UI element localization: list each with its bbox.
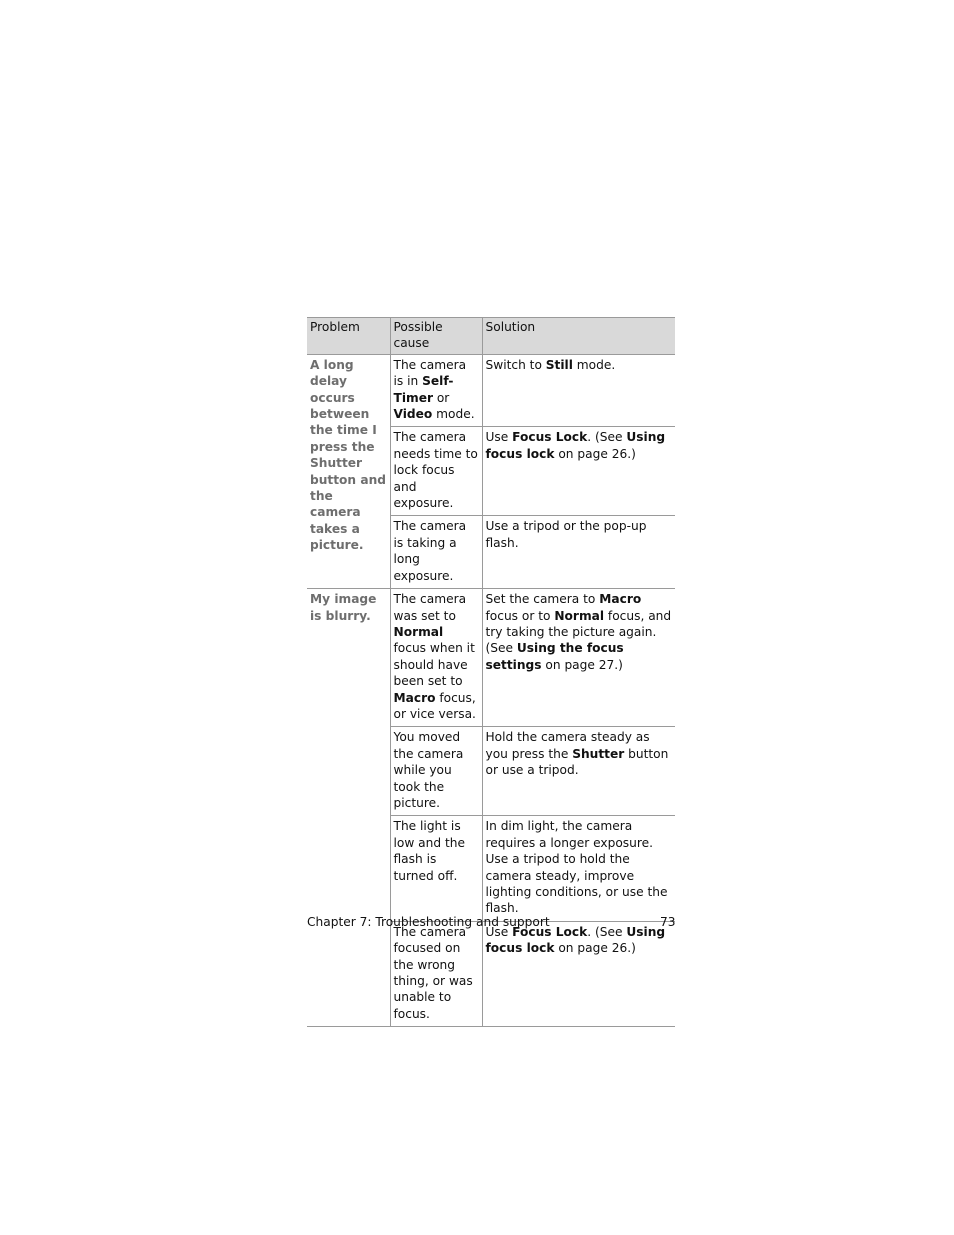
cause-cell: [390, 427, 482, 516]
header-solution: Solution: [482, 318, 675, 355]
cause-text: The camera is in: [393, 357, 467, 389]
solution-text: Using focus lock: [485, 924, 666, 956]
cause-text: The camera needs time to lock focus and exposure.: [393, 430, 478, 511]
cause-text: Video: [393, 407, 433, 422]
solution-text: on page 26.): [554, 446, 636, 461]
solution-cell: [482, 816, 675, 921]
solution-text: Focus Lock: [512, 924, 588, 939]
cause-text: Self-Timer: [393, 374, 454, 405]
solution-cell: [482, 516, 675, 589]
footer-chapter: Chapter 7: Troubleshooting and support: [307, 915, 550, 929]
cause-text: Macro: [393, 690, 436, 705]
cause-cell: [390, 816, 482, 921]
solution-text: Set the camera to: [485, 592, 600, 607]
header-possible-cause: Possible cause: [390, 318, 482, 355]
cause-cell: [390, 516, 482, 589]
cause-cell: [390, 727, 482, 816]
page-number: 73: [660, 915, 676, 929]
cause-cell: [390, 921, 482, 1026]
cause-text: You moved the camera while you took the picture.: [393, 730, 464, 810]
solution-text: In dim light, the camera requires a longer exposure. Use a tripod to hold the camera steady, improve lighting conditions, or use the flash.: [485, 819, 668, 916]
cause-text: The camera focused on the wrong thing, or was unable to focus.: [393, 924, 473, 1021]
cause-text: focus when it should have been set to: [393, 641, 475, 689]
solution-cell: [482, 921, 675, 1026]
solution-text: Use: [485, 924, 513, 939]
solution-text: Macro: [599, 592, 642, 607]
solution-text: focus, and try taking the picture again. (See: [485, 608, 672, 656]
solution-text: Shutter: [572, 746, 625, 761]
solution-text: Using focus lock: [485, 430, 666, 461]
solution-cell: [482, 427, 675, 516]
solution-text: mode.: [572, 357, 616, 372]
table-row: [307, 589, 675, 727]
solution-text: Use a tripod or the pop-up flash.: [485, 519, 647, 550]
problem-cell: My image is blurry.: [307, 589, 390, 1027]
solution-text: Use: [485, 430, 513, 445]
header-problem: Problem: [307, 318, 390, 355]
cause-cell: [390, 589, 482, 727]
table-header-row: [307, 318, 675, 355]
solution-text: Still: [545, 357, 573, 372]
cause-text: The light is low and the flash is turned off.: [393, 819, 465, 883]
solution-text: . (See: [587, 430, 627, 445]
solution-text: Normal: [554, 608, 605, 623]
solution-text: Switch to: [485, 357, 546, 372]
cause-cell: [390, 354, 482, 427]
solution-text: Using the focus settings: [485, 641, 624, 672]
solution-text: on page 26.): [554, 941, 636, 956]
cause-text: The camera is taking a long exposure.: [393, 519, 467, 583]
solution-text: Focus Lock: [512, 430, 588, 445]
table-row: [307, 354, 675, 427]
problem-cell: A long delay occurs between the time I press the Shutter button and the camera takes a picture.: [307, 354, 390, 588]
cause-text: mode.: [432, 407, 475, 422]
cause-text: or: [432, 390, 450, 405]
solution-text: . (See: [587, 924, 627, 939]
cause-text: focus, or vice versa.: [393, 690, 476, 721]
cause-text: The camera was set to: [393, 592, 467, 623]
cause-text: Normal: [393, 624, 444, 639]
solution-text: Hold the camera steady as you press the: [485, 730, 650, 761]
solution-cell: [482, 354, 675, 427]
solution-cell: [482, 727, 675, 816]
solution-cell: [482, 589, 675, 727]
solution-text: focus or to: [485, 608, 555, 623]
solution-text: button or use a tripod.: [485, 746, 669, 778]
solution-text: on page 27.): [541, 657, 623, 672]
